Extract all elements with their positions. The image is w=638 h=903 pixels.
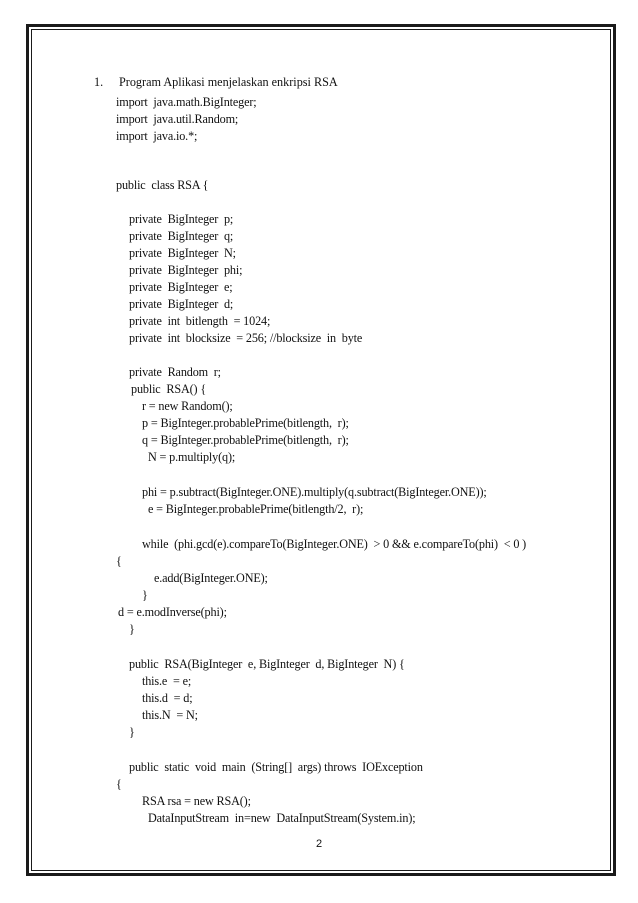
code-line: public static void main (String[] args) throws IOException (129, 760, 423, 774)
section-heading: Program Aplikasi menjelaskan enkripsi RSA (119, 75, 338, 89)
code-line: private BigInteger q; (129, 229, 234, 243)
code-line: e = BigInteger.probablePrime(bitlength/2, r); (148, 502, 364, 516)
code-line: this.N = N; (142, 708, 198, 722)
code-line: d = e.modInverse(phi); (118, 605, 227, 619)
code-line: private Random r; (129, 365, 221, 379)
code-line: this.e = e; (142, 674, 192, 688)
code-line: import java.util.Random; (116, 112, 239, 126)
code-line: N = p.multiply(q); (148, 450, 236, 464)
code-line: import java.io.*; (116, 129, 198, 143)
code-line: import java.math.BigInteger; (116, 95, 257, 109)
code-line: while (phi.gcd(e).compareTo(BigInteger.ONE) > 0 && e.compareTo(phi) < 0 ) (142, 537, 527, 551)
code-line: e.add(BigInteger.ONE); (154, 571, 268, 585)
code-line: p = BigInteger.probablePrime(bitlength, r); (142, 416, 349, 430)
code-line: } (142, 588, 148, 602)
code-line: DataInputStream in=new DataInputStream(System.in); (148, 811, 416, 825)
code-line: phi = p.subtract(BigInteger.ONE).multiply(q.subtract(BigInteger.ONE)); (142, 485, 487, 499)
code-line: private int blocksize = 256; //blocksize in byte (129, 331, 363, 345)
code-line: private BigInteger e; (129, 280, 233, 294)
code-line: q = BigInteger.probablePrime(bitlength, r); (142, 433, 349, 447)
code-line: } (129, 622, 135, 636)
code-line: private BigInteger phi; (129, 263, 243, 277)
code-line: private BigInteger d; (129, 297, 234, 311)
code-line: private int bitlength = 1024; (129, 314, 271, 328)
page-number: 2 (315, 838, 323, 850)
code-line: r = new Random(); (142, 399, 233, 413)
code-line: private BigInteger N; (129, 246, 236, 260)
code-line: { (116, 777, 122, 791)
code-line: } (129, 725, 135, 739)
code-line: RSA rsa = new RSA(); (142, 794, 251, 808)
list-number: 1. (94, 75, 104, 89)
code-line: public RSA() { (131, 382, 207, 396)
code-line: public class RSA { (116, 178, 209, 192)
code-line: public RSA(BigInteger e, BigInteger d, BigInteger N) { (129, 657, 405, 671)
code-line: this.d = d; (142, 691, 193, 705)
code-line: private BigInteger p; (129, 212, 234, 226)
code-line: { (116, 554, 122, 568)
